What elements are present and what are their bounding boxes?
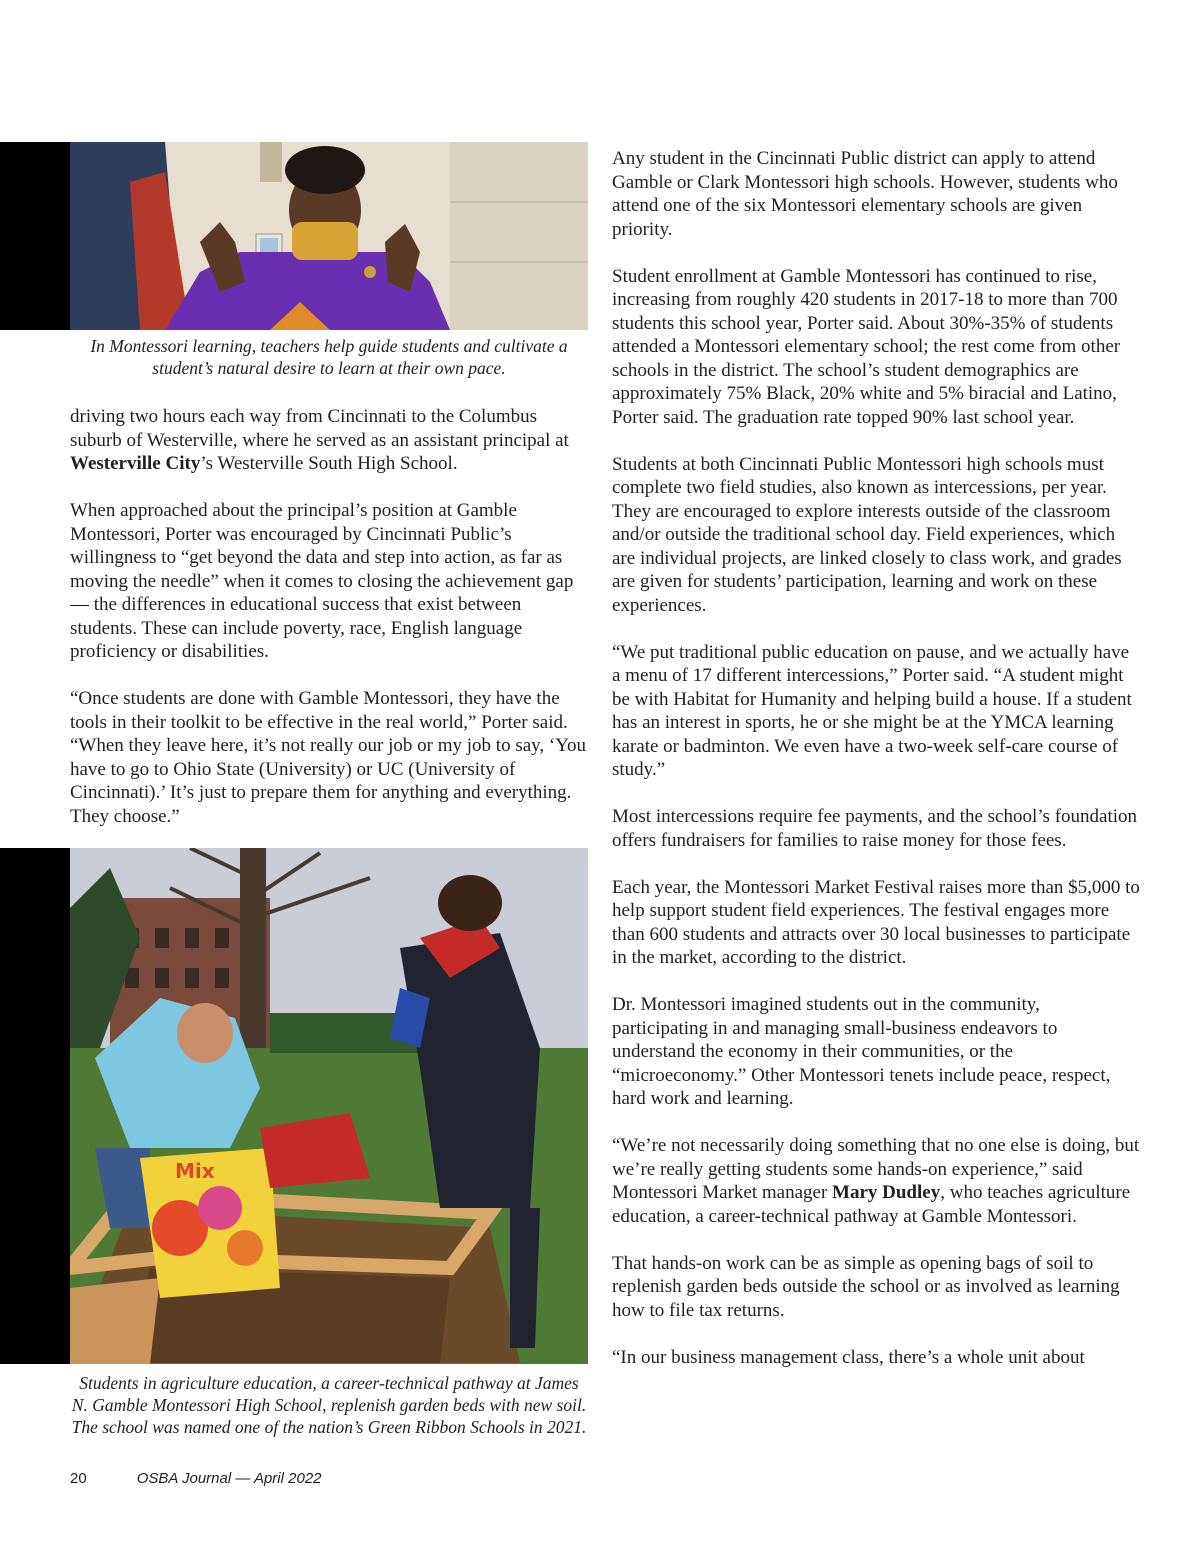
garden-photo-caption: Students in agriculture education, a career-technical pathway at James N. Gamble Montessori High School, replenish garden beds with new soil. The school was named one of the nation’s Green Ribbon Schools in 2021.: [71, 1373, 587, 1437]
page-footer: [70, 1470, 322, 1487]
page-number: 20: [70, 1470, 87, 1487]
teacher-photo-illustration: [70, 142, 588, 330]
right-paragraph-9: That hands-on work can be as simple as opening bags of soil to replenish garden beds outside the school or as involved as learning how to file tax returns.: [612, 1252, 1120, 1321]
soil-bag-label: Mix: [175, 1159, 215, 1183]
left-paragraph-2: When approached about the principal’s position at Gamble Montessori, Porter was encouraged by Cincinnati Public’s willingness to “get beyond the data and step into action, as far as moving the needle” when it comes to closing the achievement gap — the differences in educational success that exist between students. These can include poverty, race, English language proficiency or disabilities.: [70, 500, 574, 662]
right-paragraph-8: “We’re not necessarily doing something that no one else is doing, but we’re really getting students some hands-on experience,” said Montessori Market manager Mary Dudley, who teaches agriculture education, a career-technical pathway at Gamble Montessori.: [612, 1135, 1140, 1227]
right-paragraph-3: Students at both Cincinnati Public Montessori high schools must complete two field studies, also known as intercessions, per year. They are encouraged to explore interests outside of the classroom and/or outside the traditional school day. Field experiences, which are individual projects, are linked closely to class work, and grades are given for students’ participation, learning and work on these experiences.: [612, 453, 1122, 616]
name-highlight: Westerville City: [70, 453, 201, 474]
right-paragraph-7: Dr. Montessori imagined students out in the community, participating in and managing small-business endeavors to understand the economy in their communities, or the “microeconomy.” Other Montessori tenets include peace, respect, hard work and learning.: [612, 994, 1111, 1109]
right-paragraph-10: “In our business management class, there’s a whole unit about: [612, 1346, 1085, 1368]
right-paragraph-4: “We put traditional public education on pause, and we actually have a menu of 17 different intercessions,” Porter said. “A student might be with Habitat for Humanity and helping build a house. If a student has an interest in sports, he or she might be at the YMCA learning karate or badminton. We even have a two-week self-care course of study.”: [612, 641, 1132, 780]
name-highlight: Mary Dudley: [832, 1182, 941, 1203]
right-paragraph-6: Each year, the Montessori Market Festival raises more than $5,000 to help support student field experiences. The festival engages more than 600 students and attracts over 30 local businesses to participate in the market, according to the district.: [612, 876, 1140, 968]
right-paragraph-5: Most intercessions require fee payments, and the school’s foundation offers fundraisers for families to raise money for those fees.: [612, 806, 1138, 851]
right-paragraph-1: Any student in the Cincinnati Public district can apply to attend Gamble or Clark Montessori high schools. However, students who attend one of the six Montessori elementary schools are given priority.: [612, 148, 1118, 240]
teacher-photo: [70, 142, 588, 330]
garden-photo: [70, 848, 588, 1364]
publication-name: OSBA Journal — April 2022: [136, 1470, 322, 1487]
garden-photo-illustration: [70, 848, 588, 1364]
right-paragraph-2: Student enrollment at Gamble Montessori has continued to rise, increasing from roughly 420 students in 2017-18 to more than 700 students this school year, Porter said. About 30%-35% of students attended a Montessori elementary school; the rest come from other schools in the district. The school’s student demographics are approximately 75% Black, 20% white and 5% biracial and Latino, Porter said. The graduation rate topped 90% last school year.: [612, 265, 1121, 428]
teacher-photo-caption: In Montessori learning, teachers help guide students and cultivate a student’s natural desire to learn at their own pace.: [90, 336, 568, 378]
right-column: [612, 147, 1140, 1393]
left-paragraph-3: “Once students are done with Gamble Montessori, they have the tools in their toolkit to be effective in the real world,” Porter said. “When they leave here, it’s not really our job or my job to say, ‘You have to go to Ohio State (University) or UC (University of Cincinnati).’ It’s just to prepare them for anything and everything. They choose.”: [70, 688, 587, 827]
photo-accent-bar: [0, 848, 70, 1364]
left-column: [70, 405, 592, 852]
left-paragraph-1: driving two hours each way from Cincinnati to the Columbus suburb of Westerville, where he served as an assistant principal at Westerville City’s Westerville South High School.: [70, 406, 569, 474]
photo-accent-bar: [0, 142, 70, 330]
